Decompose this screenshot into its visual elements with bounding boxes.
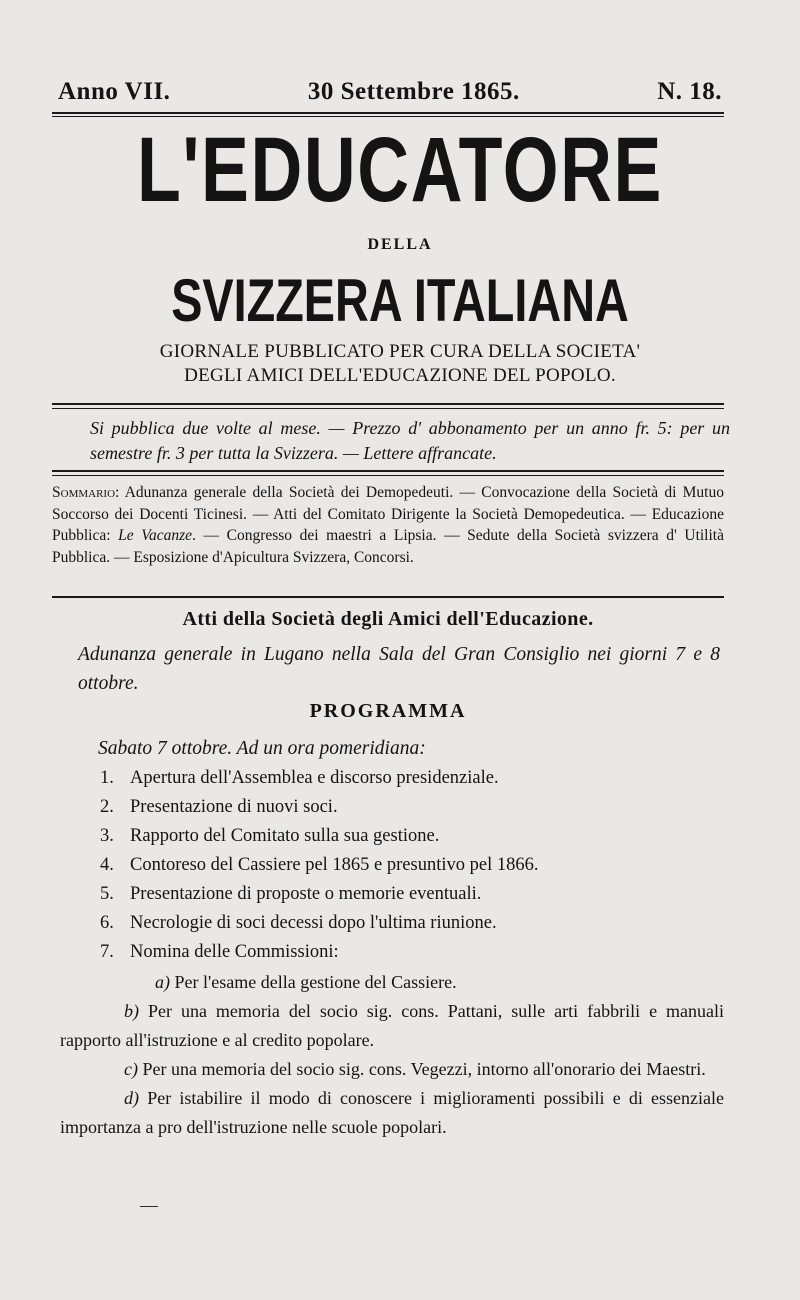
commission-list [60,968,724,1142]
publication-info: Si pubblica due volte al mese. — Prezzo d' abbonamento per un anno fr. 5: per un semestre fr. 3 per tutta la Svizzera. — Lettere affrancate. [90,418,730,463]
desc-rule-thin [52,408,724,409]
header-rule-thin [52,116,724,117]
issue-header [58,78,722,106]
commission-item: b) Per una memoria del socio sig. cons. Pattani, sulle arti fabbrili e manuali rapporto all'istruzione e al credito popolare. [60,1001,725,1050]
footer-mark: — [140,1195,158,1215]
journal-description [0,340,800,388]
summary-rule [52,596,724,598]
commission-item: a) Per l'esame della gestione del Cassiere. [155,972,457,992]
summary [52,482,724,568]
header-rule [52,112,724,114]
programma-heading: PROGRAMMA [309,700,467,722]
issue-date: 30 Settembre 1865. [307,78,520,105]
agenda-list [100,764,720,967]
issue-year: Anno VII. [58,78,171,105]
journal-description-line1: GIORNALE PUBBLICATO PER CURA DELLA SOCIETA' [159,341,641,362]
agenda-item: 4. Contoreso del Cassiere pel 1865 e presuntivo pel 1866. [100,855,539,875]
summary-label: Sommario [52,484,116,501]
desc-rule [52,403,724,405]
section-title: Atti della Società degli Amici dell'Educazione. [182,608,594,630]
agenda-item: 2. Presentazione di nuovi soci. [100,797,338,817]
commission-item: d) Per istabilire il modo di conoscere i miglioramenti possibili e di essenziale importanza a pro dell'istruzione nelle scuole popolari. [60,1088,724,1137]
summary-text-a: : Adunanza generale della Società dei Demopedeuti. — Convocazione della Società di Mutuo Soccorso dei Docenti Ticinesi. — Atti del Comitato Dirigente la Società Demopedeutica. — Educazione Pubblica: [52,484,724,544]
journal-description-line2: DEGLI AMICI DELL'EDUCAZIONE DEL POPOLO. [184,365,616,386]
summary-text-b: . — Congresso dei maestri a Lipsia. — Sedute della Società svizzera d' Utilità Pubblica. — Esposizione d'Apicultura Svizzera, Concorsi. [52,527,724,566]
agenda-item: 1. Apertura dell'Assemblea e discorso presidenziale. [100,768,499,788]
agenda-item: 7. Nomina delle Commissioni: [100,942,339,962]
schedule-day: Sabato 7 ottobre. Ad un ora pomeridiana: [98,738,426,759]
masthead-title: L'EDUCATORE [137,119,663,221]
commission-item: c) Per una memoria del socio sig. cons. Vegezzi, intorno all'onorario dei Maestri. [124,1059,706,1079]
meeting-announcement: Adunanza generale in Lugano nella Sala del Gran Consiglio nei giorni 7 e 8 ottobre. [78,644,720,694]
issue-number: N. 18. [657,78,722,105]
agenda-item: 3. Rapporto del Comitato sulla sua gestione. [100,826,440,846]
info-rule [52,470,724,472]
masthead-subtitle: SVIZZERA ITALIANA [171,267,629,334]
agenda-item: 5. Presentazione di proposte o memorie eventuali. [100,884,482,904]
masthead-della: DELLA [367,236,433,253]
agenda-item: 6. Necrologie di soci decessi dopo l'ultima riunione. [100,913,497,933]
info-rule-thin [52,475,724,476]
summary-italic: Le Vacanze [118,527,193,544]
